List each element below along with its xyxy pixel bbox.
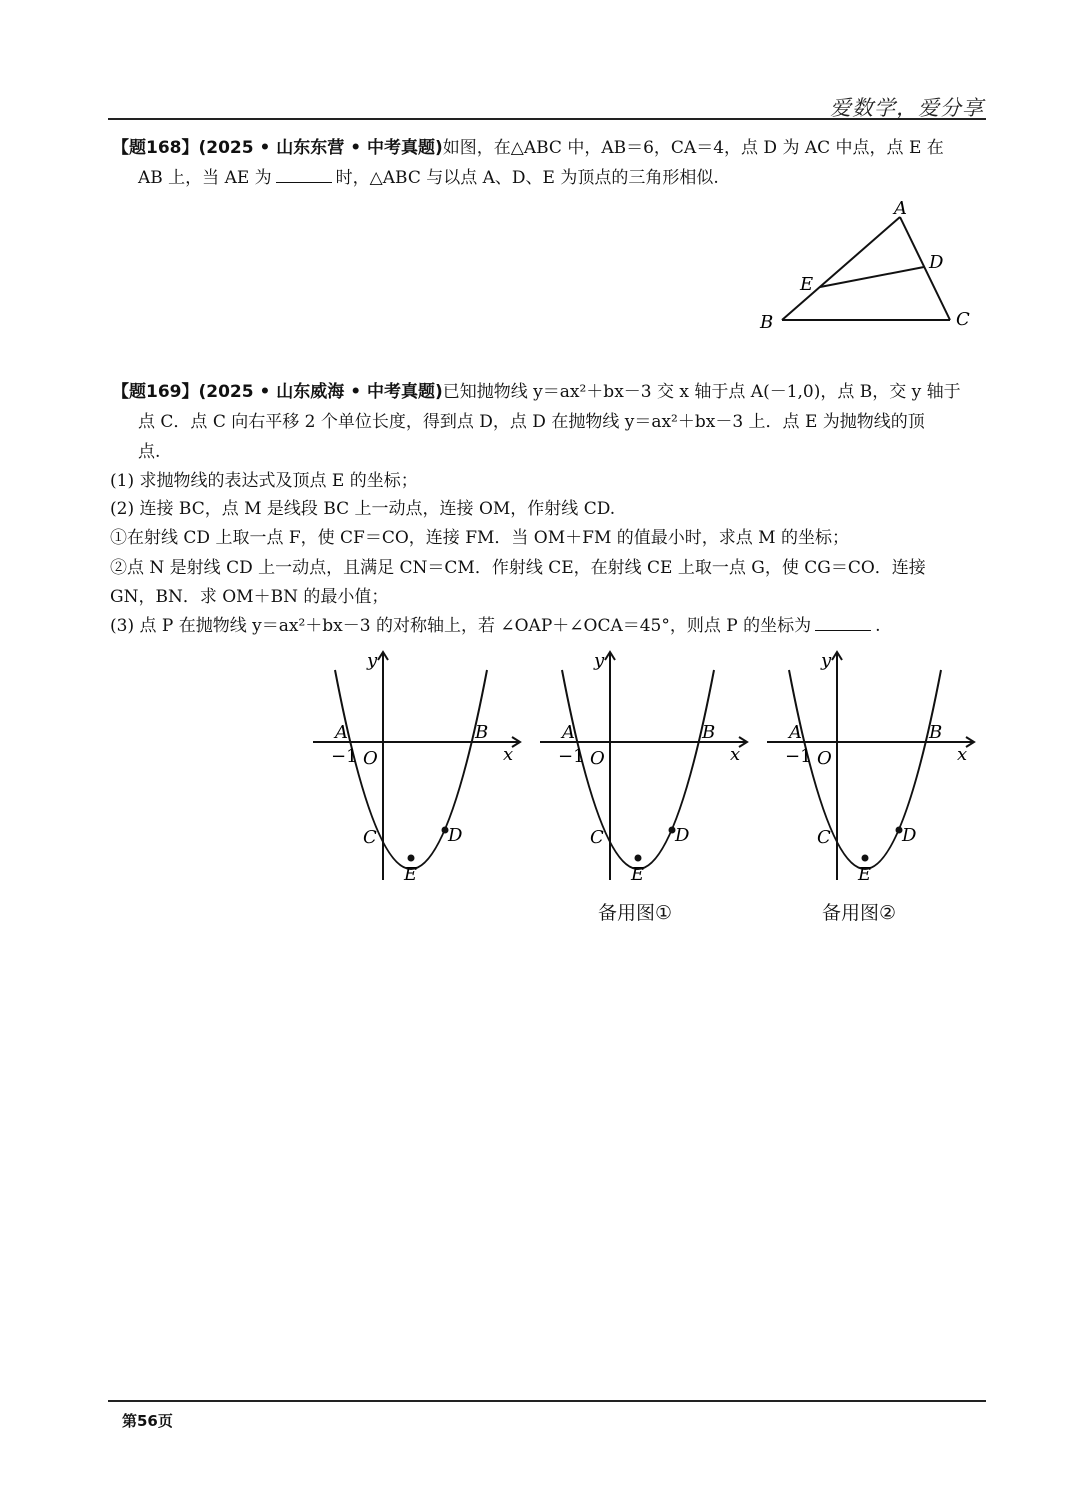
graph-main-a-label: A [335, 722, 348, 743]
q169-tag: 【题169】 [112, 382, 199, 402]
q169-part-3 [110, 611, 881, 641]
graph-b1-origin-label: O [590, 748, 605, 769]
graph-main-origin-label: O [363, 748, 378, 769]
q169-part-3-text: (3) 点 P 在抛物线 y＝ax²＋bx－3 的对称轴上，若 ∠OAP＋∠OCA＝45°，则点 P 的坐标为 [110, 616, 812, 636]
caption-backup-1: 备用图① [598, 902, 673, 924]
q169-line-2: 点 C．点 C 向右平移 2 个单位长度，得到点 D，点 D 在抛物线 y＝ax²＋bx－3 上．点 E 为抛物线的顶 [138, 412, 925, 432]
q169-part-1: (1) 求抛物线的表达式及顶点 E 的坐标； [110, 471, 418, 491]
q168-text-2a: AB 上，当 AE 为 [138, 168, 272, 188]
q168-label-a: A [894, 198, 907, 219]
graph-b1-neg1-label: −1 [558, 746, 585, 767]
graph-main-e-label: E [404, 864, 418, 885]
q169-graph-backup-2 [759, 648, 979, 888]
q168-triangle-figure [740, 190, 1000, 340]
q169-line-1 [112, 377, 961, 407]
q168-label-e: E [800, 274, 814, 295]
graph-main-neg1-label: −1 [331, 746, 358, 767]
q168-answer-blank [276, 166, 332, 183]
graph-b1-x-label: x [730, 744, 741, 765]
graph-main-d-label: D [448, 825, 463, 846]
q169-part-3-end: . [875, 616, 881, 636]
q169-part-2-2b: GN，BN．求 OM＋BN 的最小值； [110, 587, 389, 607]
graph-b2-x-label: x [957, 744, 968, 765]
graph-main-y-label: y [367, 650, 378, 671]
graph-b1-a-label: A [562, 722, 575, 743]
q169-graph-main [305, 648, 525, 888]
graph-b1-b-label: B [702, 722, 716, 743]
q168-line-2 [138, 163, 719, 193]
q169-source: (2025 • 山东威海 • 中考真题) [198, 382, 443, 402]
graph-main-b-label: B [475, 722, 489, 743]
q168-label-c: C [956, 309, 970, 330]
graph-main-c-label: C [363, 827, 377, 848]
caption-backup-2: 备用图② [822, 902, 897, 924]
q168-source: (2025 • 山东东营 • 中考真题) [198, 138, 443, 158]
graph-b2-neg1-label: −1 [785, 746, 812, 767]
graph-main-x-label: x [503, 744, 514, 765]
q168-label-d: D [929, 252, 944, 273]
q169-graph-backup-1 [532, 648, 752, 888]
graph-b1-d-label: D [675, 825, 690, 846]
page-number: 第56页 [122, 1412, 173, 1430]
q169-line-3: 点. [138, 442, 161, 462]
q168-tag: 【题168】 [112, 138, 199, 158]
q169-answer-blank [815, 614, 871, 631]
q168-text-2b: 时，△ABC 与以点 A、D、E 为顶点的三角形相似. [335, 168, 719, 188]
graph-b1-e-label: E [631, 864, 645, 885]
q168-text-1: 如图，在△ABC 中，AB＝6，CA＝4，点 D 为 AC 中点，点 E 在 [442, 138, 944, 158]
graph-b1-y-label: y [594, 650, 605, 671]
footer-rule [108, 1400, 986, 1402]
header-rule [108, 118, 986, 120]
graph-b2-origin-label: O [817, 748, 832, 769]
header-motto: 爱数学，爱分享 [830, 96, 984, 120]
q169-part-2: (2) 连接 BC，点 M 是线段 BC 上一动点，连接 OM，作射线 CD. [110, 499, 616, 519]
q169-part-2-2a: ②点 N 是射线 CD 上一动点，且满足 CN＝CM．作射线 CE，在射线 CE 上取一点 G，使 CG＝CO．连接 [110, 558, 926, 578]
q168-label-b: B [760, 312, 774, 333]
graph-b1-c-label: C [590, 827, 604, 848]
q169-part-2-1: ①在射线 CD 上取一点 F，使 CF＝CO，连接 FM．当 OM＋FM 的值最小时，求点 M 的坐标； [110, 528, 849, 548]
graph-b2-c-label: C [817, 827, 831, 848]
q168-line-1 [112, 133, 944, 163]
graph-b2-y-label: y [821, 650, 832, 671]
q169-text-1: 已知抛物线 y＝ax²＋bx－3 交 x 轴于点 A(－1,0)，点 B，交 y 轴于 [442, 382, 961, 402]
graph-b2-e-label: E [858, 864, 872, 885]
graph-b2-b-label: B [929, 722, 943, 743]
graph-b2-d-label: D [902, 825, 917, 846]
graph-b2-a-label: A [789, 722, 802, 743]
